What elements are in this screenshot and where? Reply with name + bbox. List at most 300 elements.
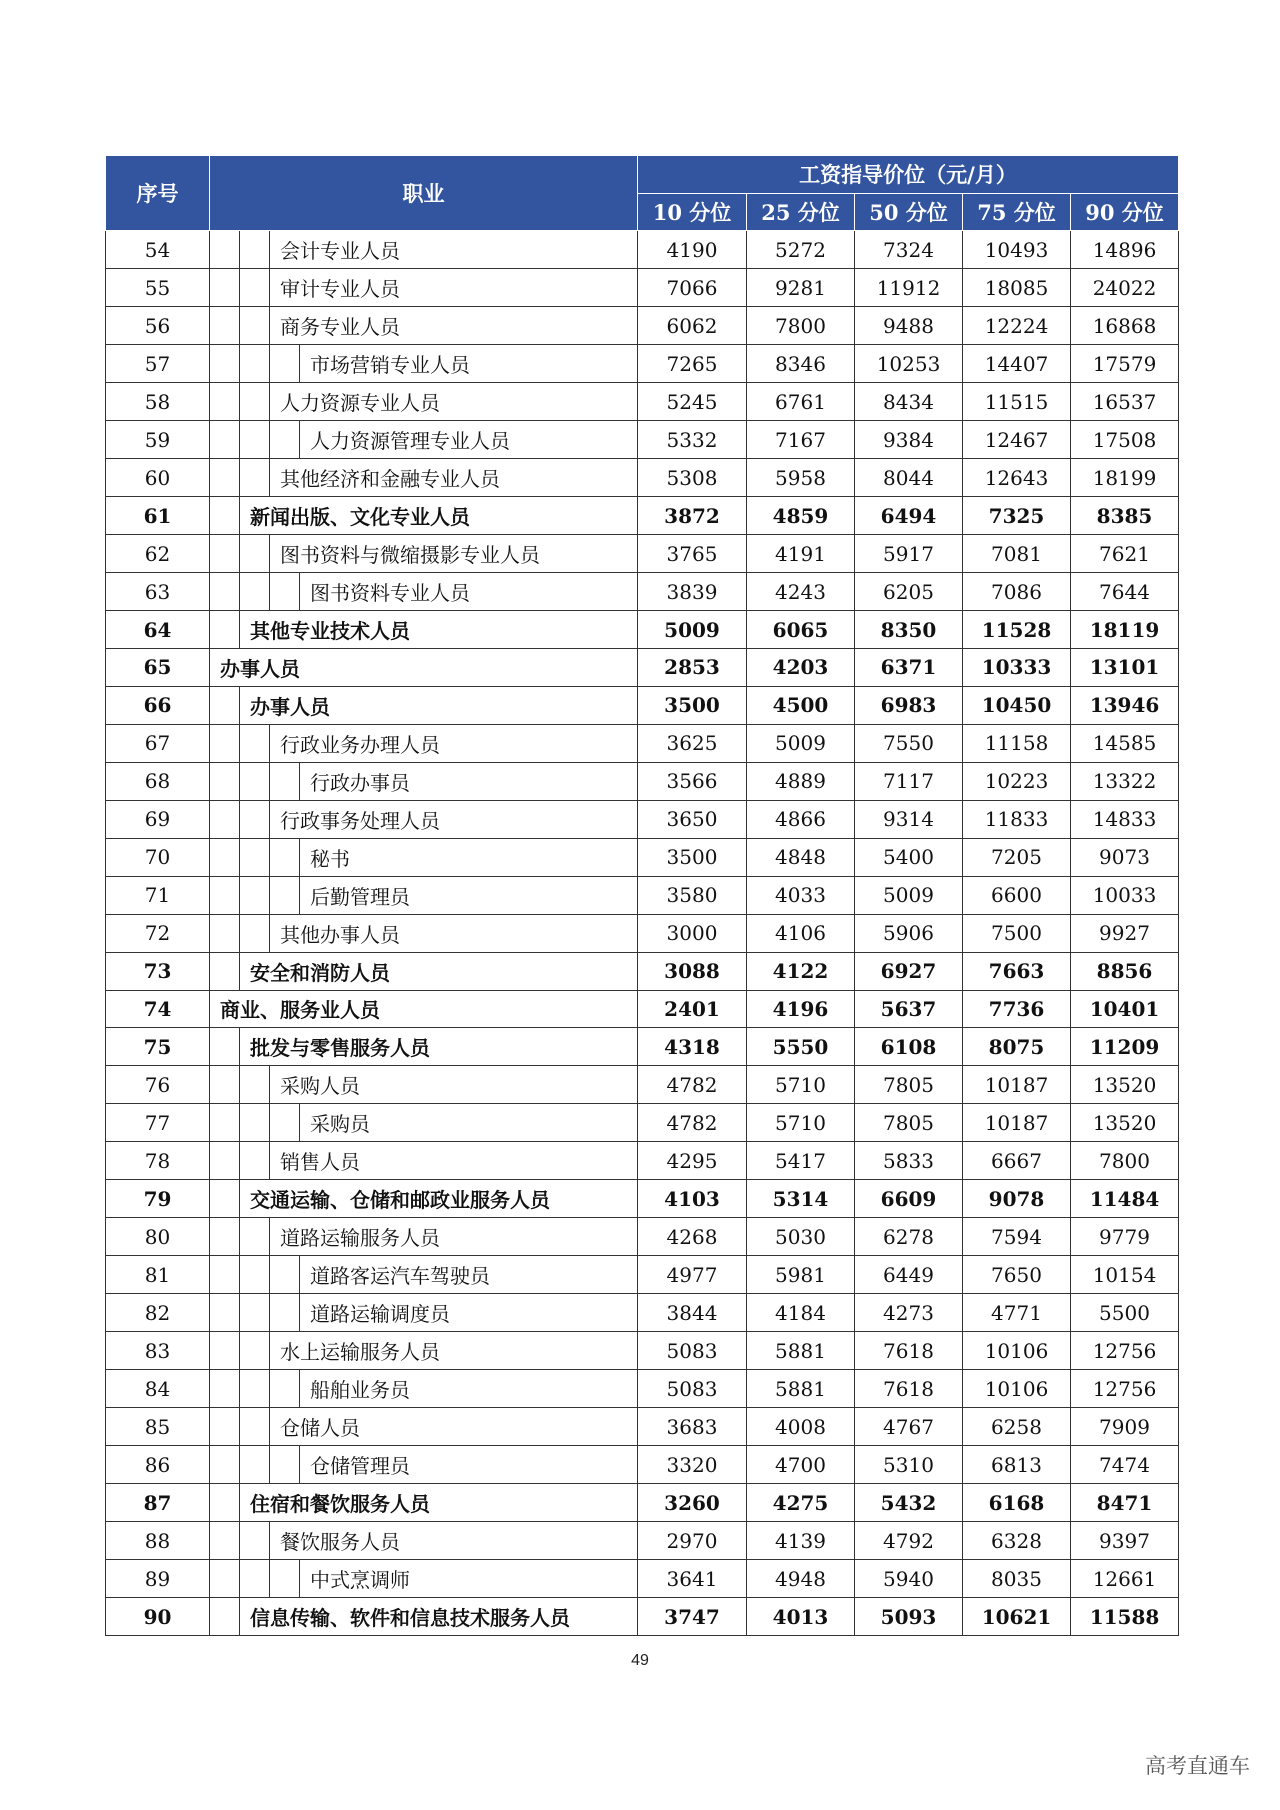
cell-p25: 5314 (747, 1180, 855, 1218)
cell-occupation (210, 307, 638, 345)
cell-p10: 2853 (638, 649, 747, 687)
cell-occupation (210, 1408, 638, 1446)
occupation-label: 行政办事员 (310, 770, 410, 795)
cell-occupation (210, 1028, 638, 1066)
cell-p75: 10621 (963, 1598, 1071, 1636)
cell-p50: 5637 (855, 990, 963, 1028)
table-row (106, 1560, 1179, 1598)
cell-p10: 5332 (638, 421, 747, 459)
indent-guide (210, 307, 240, 344)
cell-occupation (210, 497, 638, 535)
cell-p75: 11515 (963, 383, 1071, 421)
cell-p25: 7167 (747, 421, 855, 459)
cell-p50: 7618 (855, 1332, 963, 1370)
cell-p25: 5417 (747, 1142, 855, 1180)
cell-p25: 6761 (747, 383, 855, 421)
table-row (106, 1446, 1179, 1484)
cell-p50: 4792 (855, 1522, 963, 1560)
cell-seq: 70 (106, 838, 210, 876)
cell-p50: 8434 (855, 383, 963, 421)
indent-guide (210, 1218, 240, 1255)
cell-p75: 12643 (963, 459, 1071, 497)
indent-guide (240, 877, 270, 914)
cell-occupation (210, 611, 638, 649)
table-body (106, 231, 1179, 1636)
table-row (106, 1256, 1179, 1294)
cell-p25: 5550 (747, 1028, 855, 1066)
indent-guide (270, 839, 300, 876)
cell-p50: 11912 (855, 269, 963, 307)
cell-p25: 4866 (747, 800, 855, 838)
cell-seq: 75 (106, 1028, 210, 1066)
cell-p10: 3641 (638, 1560, 747, 1598)
cell-p90: 5500 (1071, 1294, 1179, 1332)
indent-guide (210, 763, 240, 800)
cell-seq: 83 (106, 1332, 210, 1370)
cell-p90: 9397 (1071, 1522, 1179, 1560)
cell-p75: 7500 (963, 914, 1071, 952)
cell-p10: 4782 (638, 1066, 747, 1104)
occupation-label: 销售人员 (280, 1150, 360, 1174)
cell-occupation (210, 1066, 638, 1104)
wage-table-container (105, 155, 1178, 1636)
occupation-label: 秘书 (310, 846, 350, 871)
cell-p90: 8856 (1071, 952, 1179, 990)
occupation-label: 其他经济和金融专业人员 (280, 467, 500, 491)
occupation-label: 行政业务办理人员 (280, 732, 440, 757)
cell-p50: 6371 (855, 649, 963, 687)
cell-seq: 61 (106, 497, 210, 535)
occupation-label: 水上运输服务人员 (280, 1340, 440, 1364)
cell-p25: 4203 (747, 649, 855, 687)
cell-p90: 7909 (1071, 1408, 1179, 1446)
cell-seq: 77 (106, 1104, 210, 1142)
header-p50: 50 分位 (855, 193, 963, 231)
cell-p50: 7805 (855, 1104, 963, 1142)
cell-p25: 8346 (747, 345, 855, 383)
table-row (106, 269, 1179, 307)
occupation-label: 中式烹调师 (310, 1568, 410, 1592)
indent-guide (270, 763, 300, 800)
table-row (106, 1104, 1179, 1142)
cell-p10: 5083 (638, 1370, 747, 1408)
indent-guide (210, 953, 240, 990)
cell-p10: 4977 (638, 1256, 747, 1294)
cell-p90: 18119 (1071, 611, 1179, 649)
indent-guide (270, 1560, 300, 1597)
cell-occupation (210, 459, 638, 497)
cell-p75: 7663 (963, 952, 1071, 990)
indent-guide (240, 269, 270, 306)
cell-p75: 12224 (963, 307, 1071, 345)
occupation-label: 采购员 (310, 1112, 370, 1136)
cell-p25: 4033 (747, 876, 855, 914)
cell-p90: 13322 (1071, 762, 1179, 800)
indent-guide (210, 1294, 240, 1331)
indent-guide (240, 1256, 270, 1293)
table-row (106, 383, 1179, 421)
cell-p50: 10253 (855, 345, 963, 383)
indent-guide (210, 725, 240, 762)
occupation-label: 船舶业务员 (310, 1378, 410, 1402)
cell-seq: 82 (106, 1294, 210, 1332)
cell-p90: 13946 (1071, 686, 1179, 724)
cell-p10: 3683 (638, 1408, 747, 1446)
cell-p75: 6168 (963, 1484, 1071, 1522)
cell-seq: 66 (106, 686, 210, 724)
cell-p25: 4848 (747, 838, 855, 876)
cell-p75: 4771 (963, 1294, 1071, 1332)
indent-guide (210, 1028, 240, 1065)
cell-seq: 89 (106, 1560, 210, 1598)
indent-guide (270, 1370, 300, 1407)
cell-p90: 13101 (1071, 649, 1179, 687)
cell-p25: 4013 (747, 1598, 855, 1636)
cell-p10: 2970 (638, 1522, 747, 1560)
cell-p10: 3747 (638, 1598, 747, 1636)
cell-p10: 3000 (638, 914, 747, 952)
occupation-label: 交通运输、仓储和邮政业服务人员 (250, 1188, 550, 1212)
table-row (106, 573, 1179, 611)
cell-p50: 5833 (855, 1142, 963, 1180)
cell-p75: 11833 (963, 800, 1071, 838)
cell-p50: 6205 (855, 573, 963, 611)
indent-guide (210, 383, 240, 420)
cell-p50: 6927 (855, 952, 963, 990)
cell-occupation (210, 1256, 638, 1294)
indent-guide (210, 231, 240, 268)
cell-p90: 7621 (1071, 535, 1179, 573)
occupation-label: 道路运输调度员 (310, 1302, 450, 1326)
cell-p75: 18085 (963, 269, 1071, 307)
cell-p75: 10333 (963, 649, 1071, 687)
wage-guide-table (105, 155, 1179, 1636)
indent-guide (240, 1522, 270, 1559)
cell-occupation (210, 1294, 638, 1332)
indent-guide (210, 1104, 240, 1141)
cell-occupation (210, 990, 638, 1028)
cell-occupation (210, 421, 638, 459)
cell-occupation (210, 1218, 638, 1256)
indent-guide (210, 1408, 240, 1445)
cell-occupation (210, 231, 638, 269)
indent-guide (210, 1256, 240, 1293)
cell-p10: 3260 (638, 1484, 747, 1522)
cell-p50: 6278 (855, 1218, 963, 1256)
cell-p25: 4122 (747, 952, 855, 990)
cell-seq: 55 (106, 269, 210, 307)
indent-guide (210, 573, 240, 610)
cell-occupation (210, 269, 638, 307)
occupation-label: 采购人员 (280, 1074, 360, 1098)
cell-p50: 8350 (855, 611, 963, 649)
cell-p75: 7205 (963, 838, 1071, 876)
cell-seq: 90 (106, 1598, 210, 1636)
header-p10: 10 分位 (638, 193, 747, 231)
occupation-label: 道路运输服务人员 (280, 1226, 440, 1250)
cell-p50: 5940 (855, 1560, 963, 1598)
cell-occupation (210, 686, 638, 724)
table-row (106, 1142, 1179, 1180)
cell-p25: 5958 (747, 459, 855, 497)
cell-p25: 4889 (747, 762, 855, 800)
cell-p10: 4295 (638, 1142, 747, 1180)
cell-p90: 10401 (1071, 990, 1179, 1028)
indent-guide (240, 535, 270, 572)
cell-p75: 7650 (963, 1256, 1071, 1294)
page-number: 49 (631, 1652, 649, 1669)
table-header (106, 156, 1179, 231)
cell-p25: 4008 (747, 1408, 855, 1446)
cell-seq: 63 (106, 573, 210, 611)
cell-p75: 6328 (963, 1522, 1071, 1560)
indent-guide (240, 345, 270, 382)
cell-p50: 4273 (855, 1294, 963, 1332)
cell-p25: 5881 (747, 1370, 855, 1408)
cell-p25: 4243 (747, 573, 855, 611)
indent-guide (240, 1446, 270, 1483)
table-row (106, 535, 1179, 573)
cell-seq: 76 (106, 1066, 210, 1104)
cell-seq: 56 (106, 307, 210, 345)
cell-p90: 13520 (1071, 1104, 1179, 1142)
cell-p50: 6494 (855, 497, 963, 535)
cell-seq: 86 (106, 1446, 210, 1484)
table-row (106, 1370, 1179, 1408)
indent-guide (240, 839, 270, 876)
indent-guide (270, 877, 300, 914)
cell-p90: 12756 (1071, 1332, 1179, 1370)
table-row (106, 762, 1179, 800)
table-row (106, 876, 1179, 914)
indent-guide (270, 573, 300, 610)
cell-seq: 79 (106, 1180, 210, 1218)
table-row (106, 1522, 1179, 1560)
table-row (106, 307, 1179, 345)
cell-occupation (210, 1446, 638, 1484)
cell-occupation (210, 762, 638, 800)
table-row (106, 611, 1179, 649)
cell-p90: 14585 (1071, 724, 1179, 762)
header-wage-group: 工资指导价位（元/月） (638, 156, 1179, 194)
indent-guide (240, 1104, 270, 1141)
header-p75: 75 分位 (963, 193, 1071, 231)
cell-p25: 4184 (747, 1294, 855, 1332)
indent-guide (210, 1180, 240, 1217)
occupation-label: 仓储管理员 (310, 1454, 410, 1478)
cell-p50: 5093 (855, 1598, 963, 1636)
cell-p90: 17579 (1071, 345, 1179, 383)
cell-p90: 14833 (1071, 800, 1179, 838)
occupation-label: 餐饮服务人员 (280, 1530, 400, 1554)
table-row (106, 1218, 1179, 1256)
cell-p10: 6062 (638, 307, 747, 345)
cell-p25: 5272 (747, 231, 855, 269)
indent-guide (240, 1332, 270, 1369)
cell-p25: 5030 (747, 1218, 855, 1256)
indent-guide (210, 269, 240, 306)
cell-p10: 5009 (638, 611, 747, 649)
cell-p75: 8035 (963, 1560, 1071, 1598)
cell-occupation (210, 1598, 638, 1636)
occupation-label: 后勤管理员 (310, 884, 410, 909)
indent-guide (210, 1484, 240, 1521)
cell-p75: 7086 (963, 573, 1071, 611)
cell-seq: 69 (106, 800, 210, 838)
cell-p90: 12756 (1071, 1370, 1179, 1408)
table-row (106, 1028, 1179, 1066)
occupation-label: 审计专业人员 (280, 277, 400, 301)
watermark-text: 高考直通车 (1145, 1754, 1250, 1778)
table-row (106, 914, 1179, 952)
cell-seq: 84 (106, 1370, 210, 1408)
occupation-label: 图书资料专业人员 (310, 581, 470, 605)
indent-guide (240, 1294, 270, 1331)
cell-p25: 5881 (747, 1332, 855, 1370)
cell-occupation (210, 383, 638, 421)
table-row (106, 838, 1179, 876)
cell-p25: 4196 (747, 990, 855, 1028)
cell-p75: 7081 (963, 535, 1071, 573)
cell-p75: 10106 (963, 1332, 1071, 1370)
indent-guide (240, 725, 270, 762)
indent-guide (240, 421, 270, 458)
occupation-label: 行政事务处理人员 (280, 808, 440, 833)
cell-p75: 6667 (963, 1142, 1071, 1180)
cell-seq: 57 (106, 345, 210, 383)
occupation-label: 其他办事人员 (280, 922, 400, 947)
cell-seq: 74 (106, 990, 210, 1028)
occupation-label: 图书资料与微缩摄影专业人员 (280, 543, 540, 567)
cell-p25: 4700 (747, 1446, 855, 1484)
indent-guide (240, 573, 270, 610)
cell-p25: 5710 (747, 1066, 855, 1104)
table-row (106, 1332, 1179, 1370)
cell-p50: 4767 (855, 1408, 963, 1446)
cell-p50: 7805 (855, 1066, 963, 1104)
cell-occupation (210, 914, 638, 952)
cell-p50: 6108 (855, 1028, 963, 1066)
cell-p50: 5917 (855, 535, 963, 573)
indent-guide (210, 535, 240, 572)
cell-p50: 9384 (855, 421, 963, 459)
cell-seq: 81 (106, 1256, 210, 1294)
cell-p90: 17508 (1071, 421, 1179, 459)
cell-p10: 4782 (638, 1104, 747, 1142)
cell-seq: 67 (106, 724, 210, 762)
occupation-label: 道路客运汽车驾驶员 (310, 1264, 490, 1288)
cell-p25: 7800 (747, 307, 855, 345)
table-row (106, 990, 1179, 1028)
cell-p90: 10033 (1071, 876, 1179, 914)
indent-guide (210, 1446, 240, 1483)
cell-p10: 3500 (638, 686, 747, 724)
indent-guide (240, 801, 270, 838)
cell-p75: 7594 (963, 1218, 1071, 1256)
cell-occupation (210, 876, 638, 914)
table-row (106, 497, 1179, 535)
cell-occupation (210, 1560, 638, 1598)
cell-p75: 11528 (963, 611, 1071, 649)
cell-p10: 3650 (638, 800, 747, 838)
cell-p90: 7474 (1071, 1446, 1179, 1484)
cell-seq: 58 (106, 383, 210, 421)
indent-guide (270, 1446, 300, 1483)
occupation-label: 仓储人员 (280, 1416, 360, 1440)
indent-guide (240, 459, 270, 496)
cell-occupation (210, 952, 638, 990)
cell-p75: 7736 (963, 990, 1071, 1028)
cell-occupation (210, 345, 638, 383)
indent-guide (210, 1066, 240, 1103)
table-row (106, 686, 1179, 724)
indent-guide (240, 383, 270, 420)
cell-p90: 9073 (1071, 838, 1179, 876)
cell-p75: 11158 (963, 724, 1071, 762)
cell-p25: 4139 (747, 1522, 855, 1560)
header-seq: 序号 (106, 156, 210, 231)
cell-p90: 10154 (1071, 1256, 1179, 1294)
cell-occupation (210, 1180, 638, 1218)
table-row (106, 1294, 1179, 1332)
cell-seq: 72 (106, 914, 210, 952)
cell-p10: 3500 (638, 838, 747, 876)
cell-p10: 4268 (638, 1218, 747, 1256)
indent-guide (270, 345, 300, 382)
cell-occupation (210, 1522, 638, 1560)
cell-seq: 88 (106, 1522, 210, 1560)
occupation-label: 会计专业人员 (280, 239, 400, 263)
cell-p10: 3839 (638, 573, 747, 611)
indent-guide (240, 1370, 270, 1407)
occupation-label: 商业、服务业人员 (220, 998, 380, 1023)
cell-seq: 78 (106, 1142, 210, 1180)
cell-p25: 4948 (747, 1560, 855, 1598)
cell-p10: 7066 (638, 269, 747, 307)
occupation-label: 办事人员 (220, 656, 300, 681)
indent-guide (210, 1142, 240, 1179)
cell-seq: 73 (106, 952, 210, 990)
cell-p50: 5310 (855, 1446, 963, 1484)
cell-p50: 7324 (855, 231, 963, 269)
cell-seq: 62 (106, 535, 210, 573)
cell-p50: 8044 (855, 459, 963, 497)
indent-guide (210, 1560, 240, 1597)
table-row (106, 421, 1179, 459)
cell-p90: 8471 (1071, 1484, 1179, 1522)
cell-p75: 10450 (963, 686, 1071, 724)
cell-p75: 10223 (963, 762, 1071, 800)
cell-p90: 11588 (1071, 1598, 1179, 1636)
cell-occupation (210, 573, 638, 611)
header-p25: 25 分位 (747, 193, 855, 231)
indent-guide (240, 1142, 270, 1179)
indent-guide (210, 611, 240, 648)
occupation-label: 商务专业人员 (280, 315, 400, 339)
cell-p10: 3765 (638, 535, 747, 573)
cell-p10: 3844 (638, 1294, 747, 1332)
occupation-label: 市场营销专业人员 (310, 353, 470, 377)
cell-p90: 8385 (1071, 497, 1179, 535)
indent-guide (210, 839, 240, 876)
cell-p90: 16537 (1071, 383, 1179, 421)
cell-p25: 4106 (747, 914, 855, 952)
cell-p25: 4275 (747, 1484, 855, 1522)
table-row (106, 1408, 1179, 1446)
occupation-label: 人力资源专业人员 (280, 391, 440, 415)
cell-p50: 5400 (855, 838, 963, 876)
cell-p10: 4318 (638, 1028, 747, 1066)
